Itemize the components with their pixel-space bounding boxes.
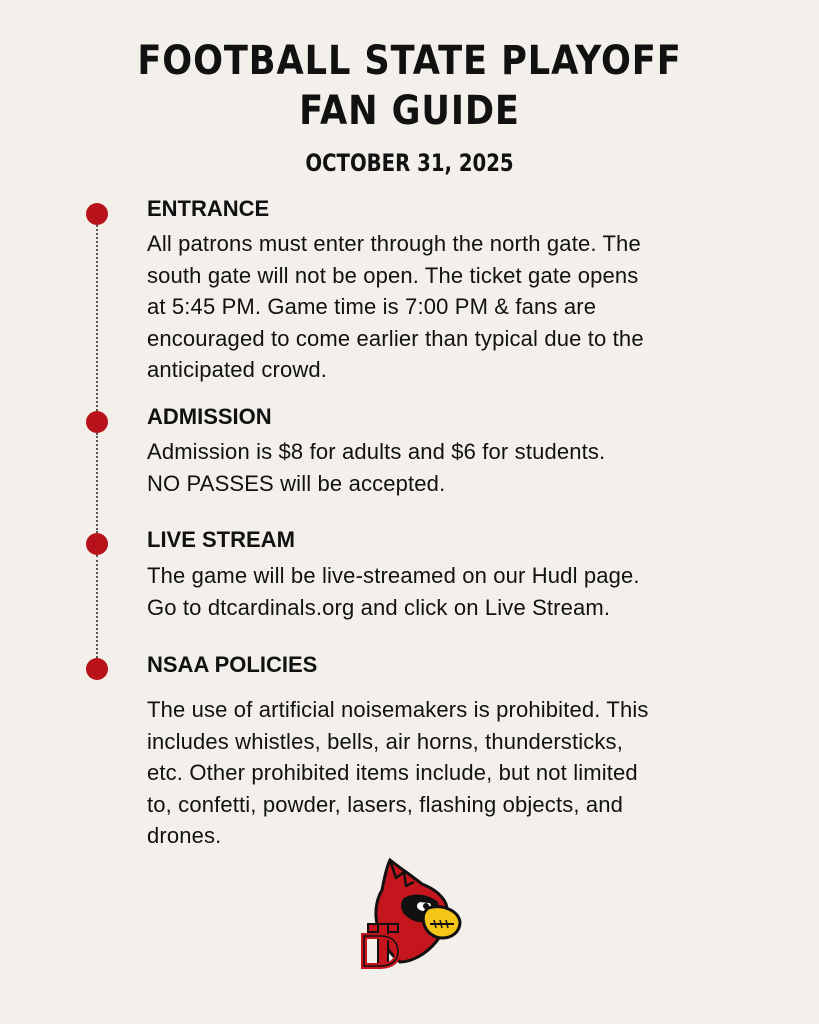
section-heading-live-stream: LIVE STREAM [147,527,295,552]
body-line: Go to dtcardinals.org and click on Live Stream. [147,594,611,620]
section-body-admission [147,436,747,499]
event-date: OCTOBER 31, 2025 [305,149,514,177]
body-line: Admission is $8 for adults and $6 for students. [147,439,606,464]
mascot-brow [414,900,434,902]
section-heading-entrance: ENTRANCE [147,196,270,221]
body-line: at 5:45 PM. Game time is 7:00 PM & fans are [147,294,597,319]
body-line: The use of artificial noisemakers is prohibited. This [147,697,649,722]
body-line: encouraged to come earlier than typical due to the [147,325,644,351]
body-line: The game will be live-streamed on our Hudl page. [147,563,640,588]
title-line-2: FAN GUIDE [299,88,520,134]
section-body-live-stream [147,560,747,623]
title-line-1: FOOTBALL STATE PLAYOFF [137,38,682,84]
body-line: etc. Other prohibited items include, but not limited [147,760,638,785]
section-heading-nsaa-policies: NSAA POLICIES [147,652,318,677]
timeline-dot-live-stream [86,533,108,555]
page-title [49,36,770,136]
body-line: south gate will not be open. The ticket gate opens [147,262,639,288]
section-heading-admission: ADMISSION [147,404,272,429]
body-line: NO PASSES will be accepted. [147,470,446,496]
timeline-dot-admission [86,411,108,433]
timeline-connector [96,555,98,658]
timeline-connector [96,225,98,411]
body-line: to, confetti, powder, lasers, flashing objects, and [147,791,624,817]
mascot-beak [423,907,460,938]
body-line: drones. [147,823,222,848]
timeline-dot-nsaa-policies [86,658,108,680]
section-body-nsaa-policies [147,694,747,852]
timeline-dot-entrance [86,203,108,225]
body-line: anticipated crowd. [147,357,328,382]
body-line: includes whistles, bells, air horns, thundersticks, [147,728,623,754]
section-body-entrance [147,228,747,386]
cardinal-mascot-icon [360,858,464,970]
body-line: All patrons must enter through the north gate. The [147,231,641,256]
timeline-connector [96,433,98,533]
